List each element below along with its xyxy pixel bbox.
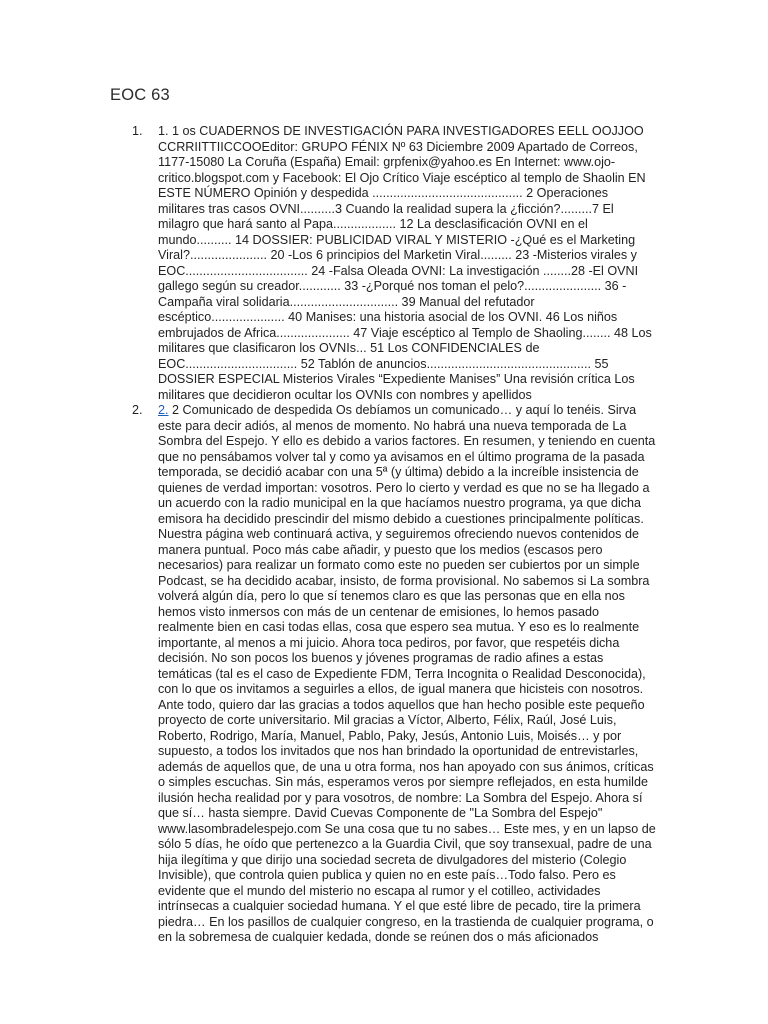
list-item-1 xyxy=(110,124,658,403)
document-list xyxy=(110,124,658,946)
list-item-text: 1. 1 os CUADERNOS DE INVESTIGACIÓN PARA INVESTIGADORES EELL OOJJOO CCRRIITTIICCOOEditor: GRUPO FÉNIX Nº 63 Diciembre 2009 Apartado de Correos, 1177-15080 La Coruña (España) Email: grpfenix@yahoo.es En Internet: www.ojo-critico.blogspot.com y Facebook: El Ojo Crítico Viaje escéptico al templo de Shaolin EN ESTE NÚMERO Opinión y despedida ........................................... 2 Operaciones militares tras casos OVNI..........3 Cuando la realidad supera la ¿ficción?.........7 El milagro que hará santo al Papa.................. 12 La desclasificación OVNI en el mundo.......... 14 DOSSIER: PUBLICIDAD VIRAL Y MISTERIO -¿Qué es el Marketing Viral?...................... 20 -Los 6 principios del Marketin Viral......... 23 -Misterios virales y EOC................................... 24 -Falsa Oleada OVNI: La investigación ........28 -El OVNI gallego según su creador............ 33 -¿Porqué nos toman el pelo?...................... 36 -Campaña viral solidaria............................... 39 Manual del refutador escéptico..................... 40 Manises: una historia asocial de los OVNI. 46 Los niños embrujados de Africa..................... 47 Viaje escéptico al Templo de Shaoling........ 48 Los militares que clasificaron los OVNIs... 51 Los CONFIDENCIALES de EOC................................ 52 Tablón de anuncios............................................... 55 DOSSIER ESPECIAL Misterios Virales “Expediente Manises” Una revisión crítica Los militares que decidieron ocultar los OVNIs con nombres y apellidos xyxy=(158,124,652,402)
page-anchor-link[interactable]: 2. xyxy=(158,403,169,417)
list-item-text: 2 Comunicado de despedida Os debíamos un comunicado… y aquí lo tenéis. Sirva este para decir adiós, al menos de momento. No habrá una nueva temporada de La Sombra del Espejo. Y ello es debido a varios factores. En resumen, y teniendo en cuenta que no pensábamos volver tal y como ya avisamos en el último programa de la pasada temporada, se decidió acabar con una 5ª (y última) debido a la increíble insistencia de quienes de verdad importan: vosotros. Pero lo cierto y verdad es que no se ha llegado a un acuerdo con la radio municipal en la que hacíamos nuestro programa, ya que dicha emisora ha decidido prescindir del mismo debido a cuestiones principalmente políticas. Nuestra página web continuará activa, y seguiremos ofreciendo nuevos contenidos de manera puntual. Poco más cabe añadir, y puesto que los medios (escasos pero necesarios) para realizar un formato como este no pueden ser cubiertos por un simple Podcast, se ha decidido acabar, insisto, de forma provisional. No sabemos si La sombra volverá algún día, pero lo que sí tenemos claro es que las personas que en ella nos hemos visto inmersos con más de un centenar de emisiones, lo hemos pasado realmente bien en casi todas ellas, cosa que espero sea mutua. Y eso es lo realmente importante, al menos a mi juicio. Ahora toca pediros, por favor, que respetéis dicha decisión. No son pocos los buenos y jóvenes programas de radio afines a estas temáticas (tal es el caso de Expediente FDM, Terra Incognita o Realidad Desconocida), con lo que os invitamos a seguirles a ellos, de igual manera que hicisteis con nosotros. Ante todo, quiero dar las gracias a todos aquellos que han hecho posible este pequeño proyecto de corte universitario. Mil gracias a Víctor, Alberto, Félix, Raúl, José Luis, Roberto, Rodrigo, María, Manuel, Pablo, Paky, Jesús, Antonio Luis, Moisés… y por supuesto, a todos los invitados que nos han brindado la oportunidad de entrevistarles, además de aquellos que, de una u otra forma, nos han apoyado con sus ánimos, críticas o simples escuchas. Sin más, esperamos veros por siempre reflejados, en esta humilde ilusión hecha realidad por y para vosotros, de nombre: La Sombra del Espejo. Ahora sí que sí… hasta siempre. David Cuevas Componente de "La Sombra del Espejo" www.lasombradelespejo.com Se una cosa que tu no sabes… Este mes, y en un lapso de sólo 5 días, he oído que pertenezco a la Guardia Civil, que soy transexual, padre de una hija ilegítima y que dirijo una sociedad secreta de divulgadores del misterio (Colegio Invisible), que controla quien publica y quien no en este país…Todo falso. Pero es evidente que el mundo del misterio no escapa al rumor y el cotilleo, actividades intrínsecas a cualquier sociedad humana. Y el que esté libre de pecado, tire la primera piedra… En los pasillos de cualquier congreso, en la trastienda de cualquier programa, o en la sobremesa de cualquier kedada, donde se reúnen dos o más aficionados xyxy=(158,403,656,944)
page-title: EOC 63 xyxy=(110,86,170,104)
list-item-number: 1. xyxy=(132,124,143,138)
list-item-2 xyxy=(110,403,658,946)
list-item-number: 2. xyxy=(132,403,143,417)
